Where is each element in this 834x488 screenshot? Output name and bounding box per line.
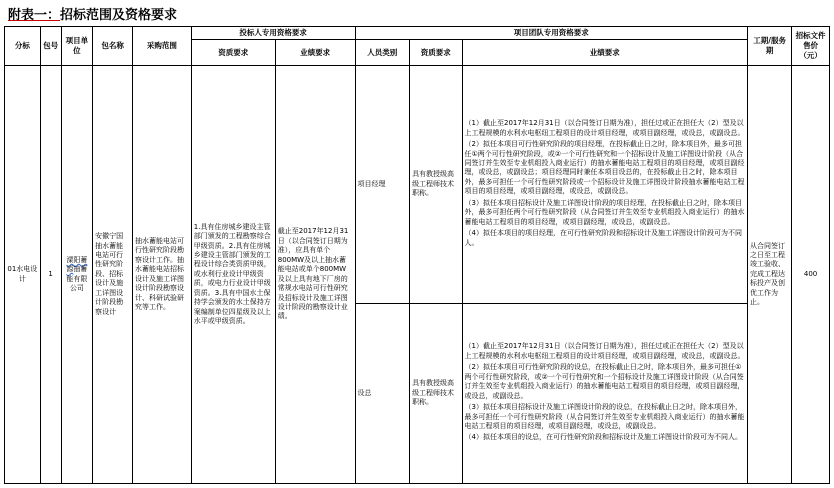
cell-team-yeji-2 [462,304,748,484]
header-caigou: 采购范围 [133,27,192,66]
cell-baoming: 安徽宁国抽水蓄能电站可行性研究阶段、招标设计及施工详图设计阶段勘察设计 [93,66,133,484]
header-price: 招标文件售价（元） [792,27,830,66]
header-team-zizhi: 资质要求 [410,40,462,66]
header-renyuan: 人员类别 [355,40,410,66]
title-prefix: 附表一： [8,8,61,23]
yeji-2-item: （2）拟任本项目可行性研究阶段的设总，在投标截止日之时，除本项目外，最多可担任①两个可行性研究阶段，或②一个可行性研究和一个招标设计及施工详图设计阶段（从合同签订并生效至专业机组投入商业运行）的抽水蓄能电站工程项目的项目经理，或项目副经理，或设总，或副设总。 [464,363,745,400]
cell-danwei [61,66,92,484]
cell-team-yeji-1 [462,66,748,304]
header-gongqi: 工期/服务期 [748,27,792,66]
danwei-rest: 抽蓄能有限公司 [66,265,88,293]
yeji-2-item: （1）截止至2017年12月31日（以合同签订日期为准），担任过或正在担任大（2）型及以上工程规模的水利水电枢纽工程项目的设计项目经理，或项目副经理，或设总，或副设总。 [464,342,745,360]
cell-fenbiao: 01水电设计 [5,66,41,484]
qualification-table [4,26,830,484]
yeji-1-item: （4）拟任本项目的项目经理，在可行性研究阶段和招标设计及施工详图设计阶段可为不同人。 [464,229,742,247]
title-text: 招标范围及资格要求 [60,8,178,23]
cell-gongqi: 从合同签订之日至工程竣工验收、完成工程达标投产及创优工作为止。 [748,66,792,484]
header-zizhi: 资质要求 [191,40,275,66]
cell-zizhi: 1.具有住房城乡建设主管部门颁发的工程勘察综合甲级资质。2.具有住房城乡建设主管部门颁发的工程设计综合类资质甲级，或水利行业设计甲级资质，或电力行业设计甲级资质。3.具有中国水土保持学会颁发的水土保持方案编制单位四星级及以上水平或甲级资质。 [191,66,275,484]
cell-team-zizhi-1: 具有教授级高级工程师技术职称。 [410,66,462,304]
page-title [8,4,177,23]
cell-role-1: 项目经理 [355,66,410,304]
header-fenbiao: 分标 [5,27,41,66]
yeji-1-item: （1）截止至2017年12月31日（以合同签订日期为准），担任过或正在担任大（2）型及以上工程规模的水利水电枢纽工程项目的设计项目经理，或项目副经理，或设总，或副设总。 [464,119,745,137]
yeji-2-item: （4）拟任本项目的设总，在可行性研究阶段和招标设计及施工详图设计阶段可为不同人。 [464,433,742,442]
header-baoming: 包名称 [93,27,133,66]
header-yeji: 业绩要求 [275,40,355,66]
header-bidder-group: 投标人专用资格要求 [191,27,355,40]
cell-role-2: 设总 [355,304,410,484]
header-xuhao: 包号 [40,27,61,66]
cell-team-zizhi-2: 具有教授级高级工程师技术职称。 [410,304,462,484]
yeji-2-item: （3）拟任本项目招标设计及施工详图设计阶段的设总，在投标截止日之时，除本项目外，最多可担任一个可行性研究阶段（从合同签订并生效至专业机组投入商业运行）的抽水蓄能电站工程项目的项目经理，或项目副经理，或设总，或副设总。 [464,403,745,430]
danwei-underlined: 溧阳蓄源 [66,255,88,274]
cell-xuhao: 1 [40,66,61,484]
header-danwei: 项目单位 [61,27,92,66]
header-team-yeji: 业绩要求 [462,40,748,66]
cell-price: 400 [792,66,830,484]
header-team-group: 项目团队专用资格要求 [355,27,748,40]
cell-yeji: 截止至2017年12月31日（以合同签订日期为准），应具有单个800MW及以上抽水蓄能电站或单个800MW及以上具有地下厂房的常规水电站可行性研究及招标设计及施工详图设计阶段的勘察设计业绩。 [275,66,355,484]
yeji-1-item: （3）拟任本项目招标设计及施工详图设计阶段的项目经理，在投标截止日之时，除本项目外，最多可担任两个可行性研究阶段（从合同签订并生效至专业机组投入商业运行）的抽水蓄能电站工程项目的项目经理，或项目副经理，或设总，或副设总。 [464,198,745,226]
yeji-1-item: （2）拟任本项目可行性研究阶段的项目经理，在投标截止日之时，除本项目外，最多可担任①两个可行性研究阶段，或②一个可行性研究和一个招标设计及施工详图设计阶段（从合同签订并生效至专业机组投入商业运行）的抽水蓄能电站工程项目的项目经理，或项目副经理，或设总，或副设总；项目经理同时兼任本项目设总的，在投标截止日之时，除本项目外，最多可担任一个可行性研究阶段或一个招标设计及施工详图设计阶段抽水蓄能电站工程项目的项目经理，或项目副经理，或设总，或副设总。 [464,140,745,196]
cell-caigou: 抽水蓄能电站可行性研究阶段勘察设计工作。抽水蓄能电站招标设计及施工详图设计阶段勘察设计、科研试验研究等工作。 [133,66,192,484]
